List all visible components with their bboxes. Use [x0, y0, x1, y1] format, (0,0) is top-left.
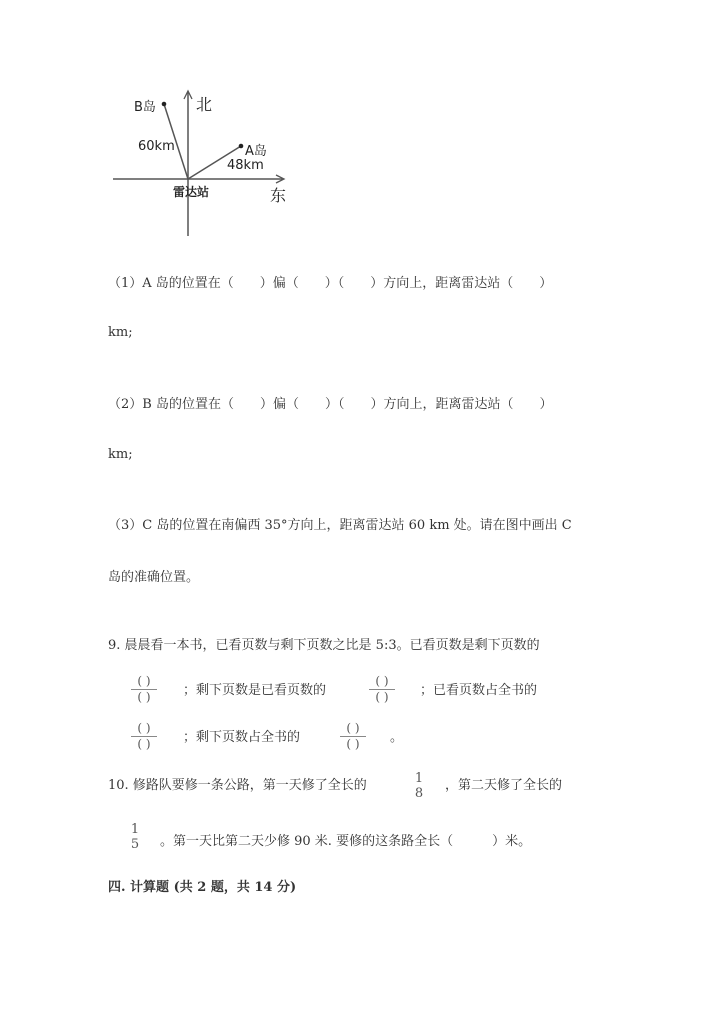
q9-end: 。 [390, 730, 404, 745]
q8-part3: （3）C 岛的位置在南偏西 35°方向上，距离雷达站 60 km 处。请在图中画出 C [108, 518, 572, 533]
q9-s3: ；剩下页数占全书的 [183, 730, 301, 745]
q10-text2: ，第二天修了全长的 [445, 778, 563, 793]
q9-s1: ；剩下页数是已看页数的 [183, 683, 327, 698]
north-label: 北 [196, 95, 213, 114]
q10-text1: 10. 修路队要修一条公路，第一天修了全长的 [108, 778, 367, 793]
b-point [162, 102, 167, 107]
q8-part1-unit: km; [108, 325, 133, 340]
fraction-one-fifth: 1 5 [130, 822, 140, 852]
q9-text: 9. 晨晨看一本书，已看页数与剩下页数之比是 5:3。已看页数是剩下页数的 [108, 638, 540, 653]
q9-s2: ；已看页数占全书的 [420, 683, 538, 698]
q8-part1: （1）A 岛的位置在（ ）偏（ ）（ ）方向上，距离雷达站（ ） [108, 276, 553, 291]
q8-part2: （2）B 岛的位置在（ ）偏（ ）（ ）方向上，距离雷达站（ ） [108, 397, 553, 412]
fraction-blank: ( ) ( ) [131, 722, 157, 751]
b-distance-label: 60km [138, 139, 175, 154]
a-point [239, 144, 244, 149]
fraction-blank: ( ) ( ) [131, 675, 157, 704]
fraction-blank: ( ) ( ) [369, 675, 395, 704]
east-label: 东 [270, 186, 287, 205]
station-label: 雷达站 [173, 185, 210, 199]
section-heading: 四. 计算题 (共 2 题，共 14 分) [108, 880, 297, 895]
direction-diagram [0, 0, 720, 260]
b-island-label: B岛 [134, 100, 156, 115]
a-island-label: A岛 [245, 144, 267, 159]
fraction-blank: ( ) ( ) [340, 722, 366, 751]
fraction-one-eighth: 1 8 [414, 771, 424, 801]
a-distance-label: 48km [227, 158, 264, 173]
q10-text3: 。第一天比第二天少修 90 米. 要修的这条路全长（ ）米。 [160, 834, 532, 849]
q8-part2-unit: km; [108, 447, 133, 462]
q8-part3-cont: 岛的准确位置。 [108, 570, 200, 585]
